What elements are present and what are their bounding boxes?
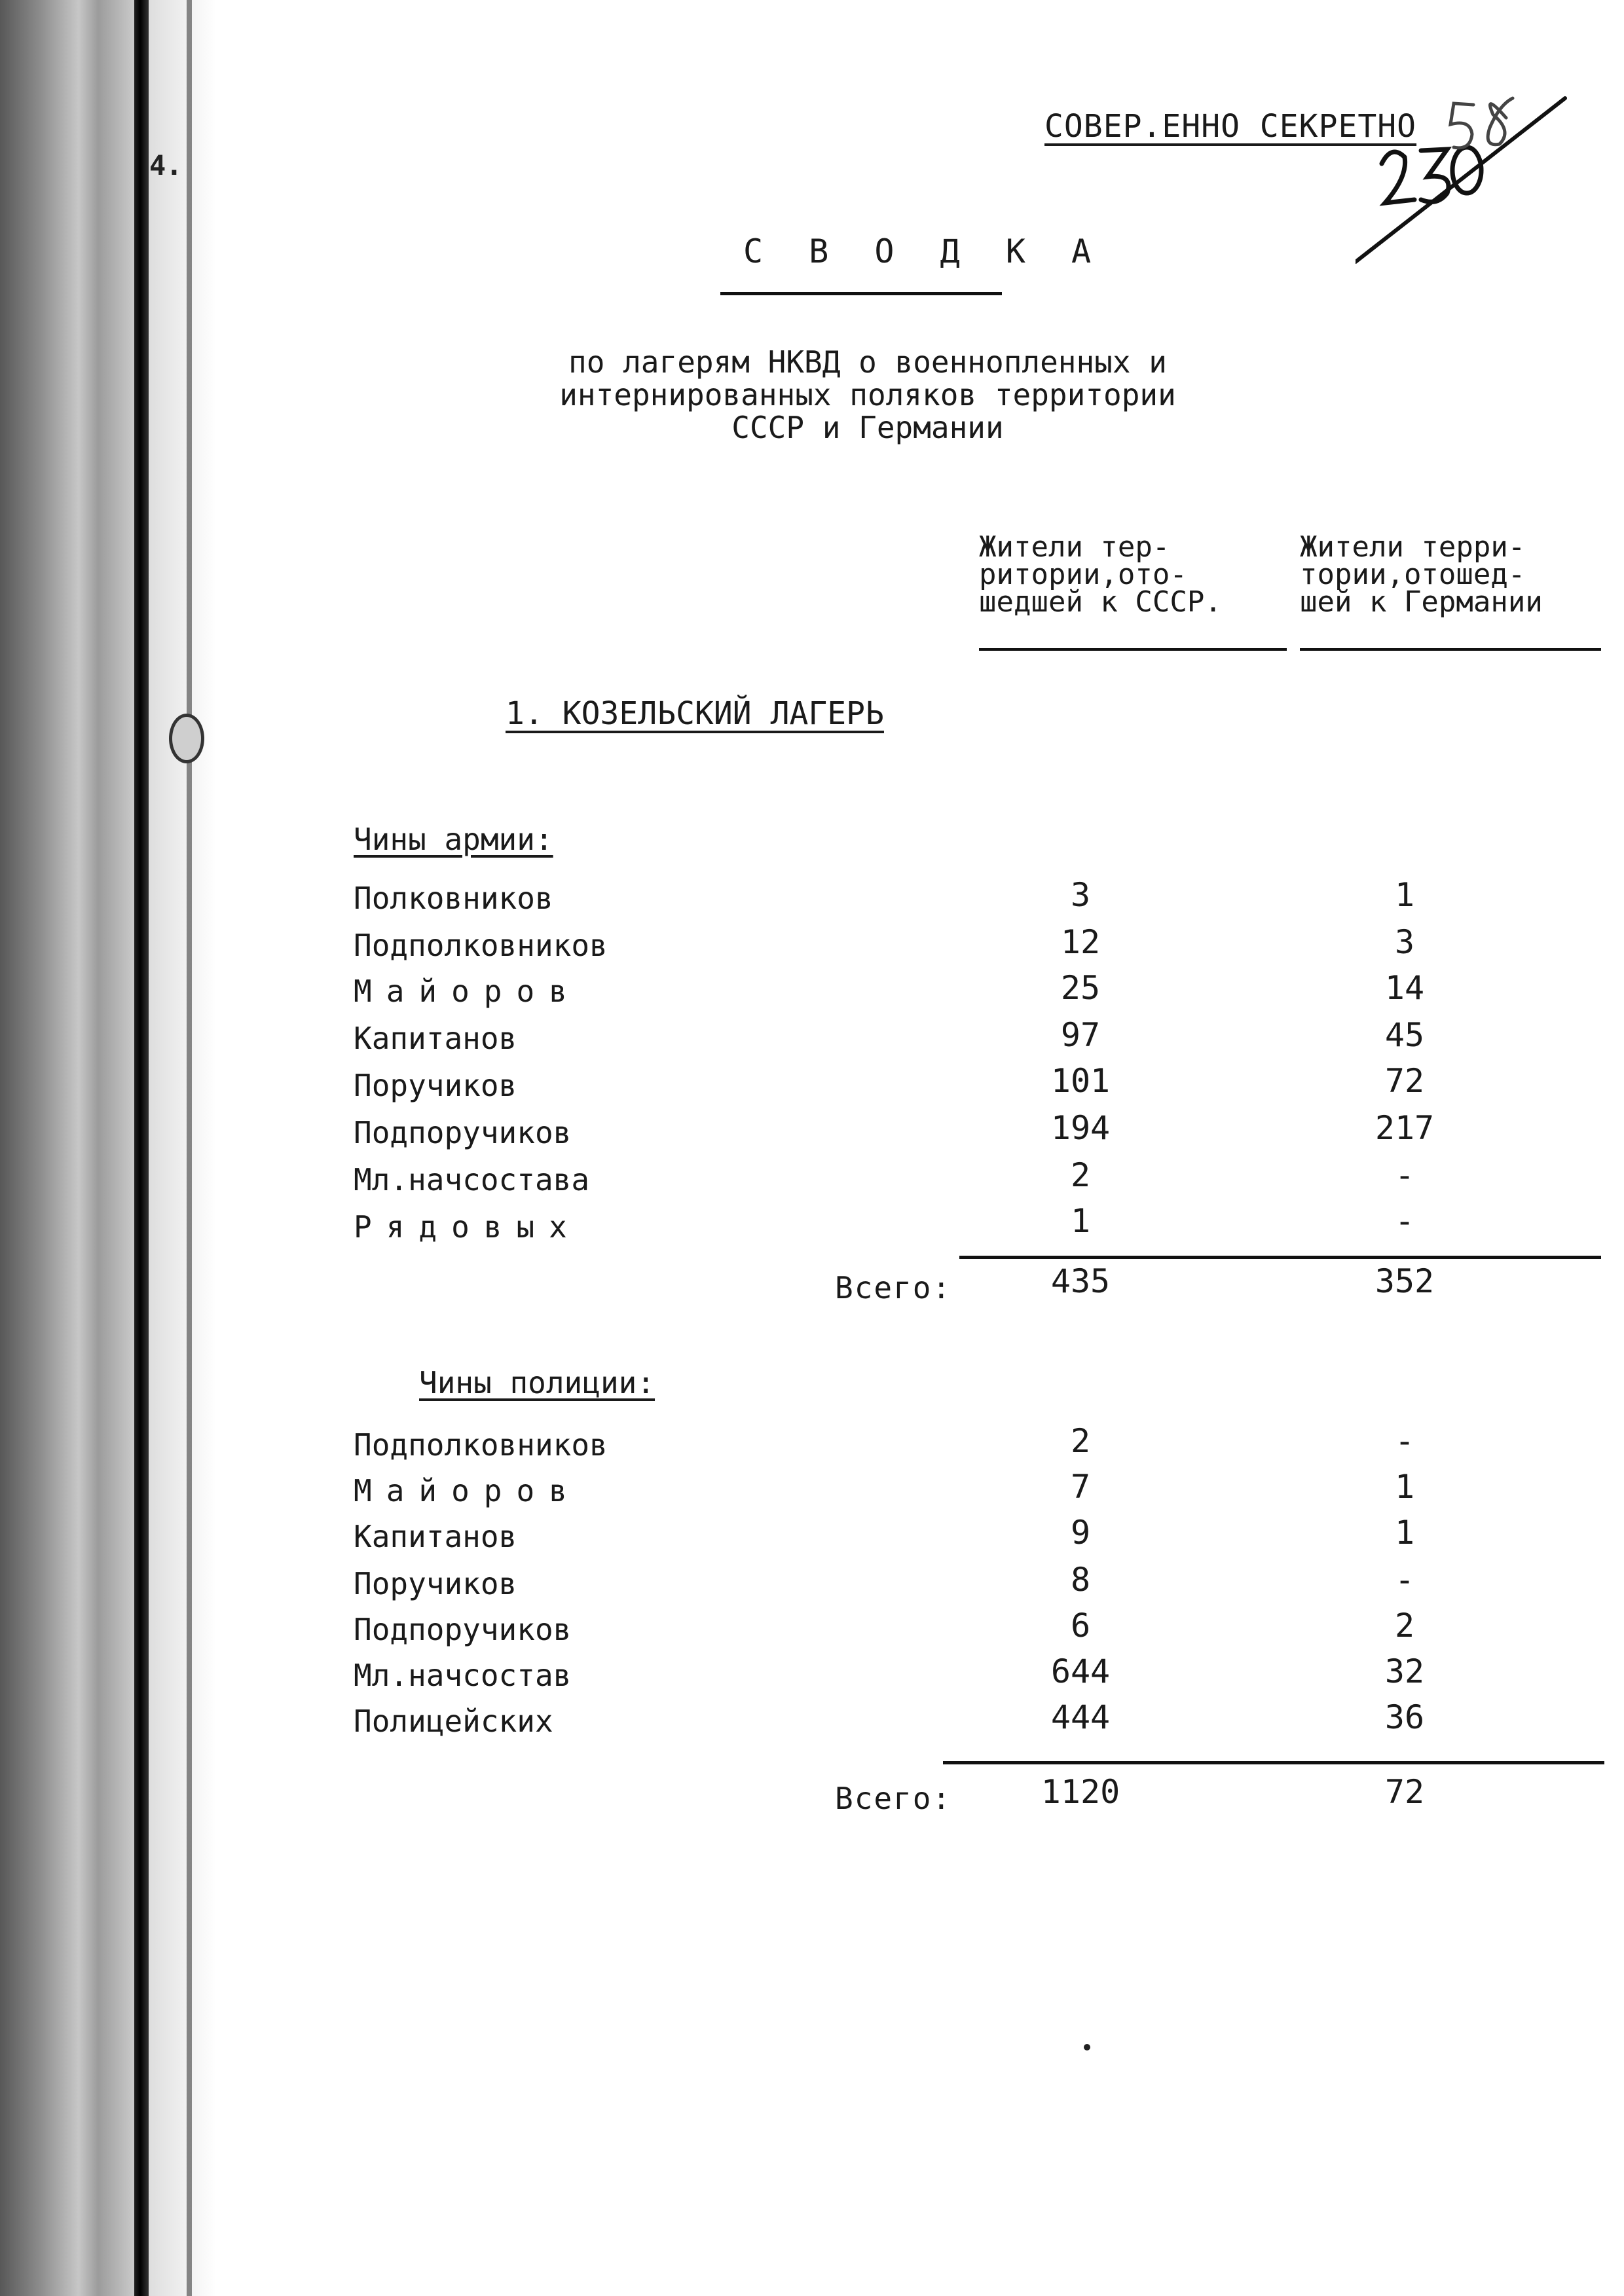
army-value-ussr: 97 xyxy=(1060,1016,1101,1054)
police-group-heading: Чины полиции: xyxy=(419,1365,655,1400)
army-total-ussr: 435 xyxy=(1050,1262,1111,1300)
army-value-germany: 14 xyxy=(1384,969,1425,1007)
army-row-label: Мл.начсостава xyxy=(354,1162,590,1197)
column-header-ussr xyxy=(979,530,1287,619)
column-header-line: тории,отошед- xyxy=(1300,558,1526,591)
police-value-germany: 1 xyxy=(1394,1514,1415,1552)
army-total-germany: 352 xyxy=(1375,1262,1435,1300)
army-value-ussr: 25 xyxy=(1060,969,1101,1007)
army-value-ussr: 12 xyxy=(1060,923,1101,961)
police-total-rule xyxy=(943,1761,1604,1764)
police-total-label: Всего: xyxy=(835,1781,952,1816)
document-subtitle xyxy=(501,346,1234,444)
army-value-ussr: 101 xyxy=(1050,1062,1111,1100)
title-underline xyxy=(720,292,1002,295)
army-value-germany: 217 xyxy=(1375,1109,1435,1147)
army-value-ussr: 3 xyxy=(1070,876,1091,914)
police-value-germany: - xyxy=(1394,1422,1415,1460)
army-group-heading: Чины армии: xyxy=(354,822,553,857)
column-header-line: Жители терри- xyxy=(1300,530,1526,564)
army-value-germany: - xyxy=(1394,1156,1415,1194)
police-row-label: Подполковников xyxy=(354,1427,608,1463)
police-value-germany: 1 xyxy=(1394,1468,1415,1506)
army-value-germany: 3 xyxy=(1394,923,1415,961)
binding-edge-secondary xyxy=(187,0,192,2296)
police-total-germany: 72 xyxy=(1384,1773,1425,1811)
handwritten-annotation xyxy=(1356,79,1591,275)
police-row-label: Подпоручиков xyxy=(354,1612,572,1647)
army-row-label: Поручиков xyxy=(354,1068,517,1103)
stray-mark xyxy=(1084,2044,1090,2050)
police-row-label: Майоров xyxy=(354,1473,581,1508)
police-row-label: Мл.начсостав xyxy=(354,1658,572,1693)
subtitle-line: СССР и Германии xyxy=(731,410,1004,445)
army-row-label: Рядовых xyxy=(354,1209,581,1245)
column-header-line: шедшей к СССР. xyxy=(979,585,1222,619)
police-value-germany: 36 xyxy=(1384,1698,1425,1736)
army-row-label: Полковников xyxy=(354,881,553,916)
column-header-line: Жители тер- xyxy=(979,530,1170,564)
police-value-ussr: 9 xyxy=(1070,1514,1091,1552)
army-total-rule xyxy=(959,1256,1601,1259)
police-row-label: Капитанов xyxy=(354,1519,517,1554)
classification-stamp: СОВЕР.ЕННО СЕКРЕТНО xyxy=(1044,108,1417,145)
police-value-germany: - xyxy=(1394,1561,1415,1599)
column-header-line: ритории,ото- xyxy=(979,558,1187,591)
police-value-ussr: 8 xyxy=(1070,1561,1091,1599)
army-value-ussr: 194 xyxy=(1050,1109,1111,1147)
army-value-germany: 1 xyxy=(1394,876,1415,914)
police-value-germany: 2 xyxy=(1394,1607,1415,1645)
police-value-ussr: 2 xyxy=(1070,1422,1091,1460)
police-row-label: Поручиков xyxy=(354,1566,517,1601)
army-total-label: Всего: xyxy=(835,1270,952,1305)
subtitle-line: по лагерям НКВД о военнопленных и xyxy=(568,344,1167,380)
army-row-label: Подполковников xyxy=(354,928,608,963)
army-value-germany: 45 xyxy=(1384,1016,1425,1054)
police-value-ussr: 644 xyxy=(1050,1652,1111,1690)
binding-shadow xyxy=(0,0,216,2296)
page-mark: 4. xyxy=(149,149,183,181)
army-row-label: Майоров xyxy=(354,974,581,1009)
army-value-ussr: 2 xyxy=(1070,1156,1091,1194)
army-value-germany: 72 xyxy=(1384,1062,1425,1100)
subtitle-line: интернированных поляков территории xyxy=(559,377,1176,412)
column-header-line: шей к Германии xyxy=(1300,585,1543,619)
police-value-ussr: 7 xyxy=(1070,1468,1091,1506)
column-header-germany xyxy=(1300,530,1601,619)
column-header-rule xyxy=(979,648,1287,651)
police-value-ussr: 444 xyxy=(1050,1698,1111,1736)
army-value-ussr: 1 xyxy=(1070,1202,1091,1240)
binding-edge xyxy=(134,0,149,2296)
police-total-ussr: 1120 xyxy=(1041,1773,1120,1811)
police-value-ussr: 6 xyxy=(1070,1607,1091,1645)
section-heading: 1. КОЗЕЛЬСКИЙ ЛАГЕРЬ xyxy=(506,695,884,732)
punch-hole xyxy=(169,714,204,763)
army-row-label: Капитанов xyxy=(354,1021,517,1056)
police-value-germany: 32 xyxy=(1384,1652,1425,1690)
police-row-label: Полицейских xyxy=(354,1704,553,1739)
column-header-rule xyxy=(1300,648,1601,651)
army-value-germany: - xyxy=(1394,1202,1415,1240)
document-title: С В О Д К А xyxy=(743,232,1105,270)
army-row-label: Подпоручиков xyxy=(354,1115,572,1150)
